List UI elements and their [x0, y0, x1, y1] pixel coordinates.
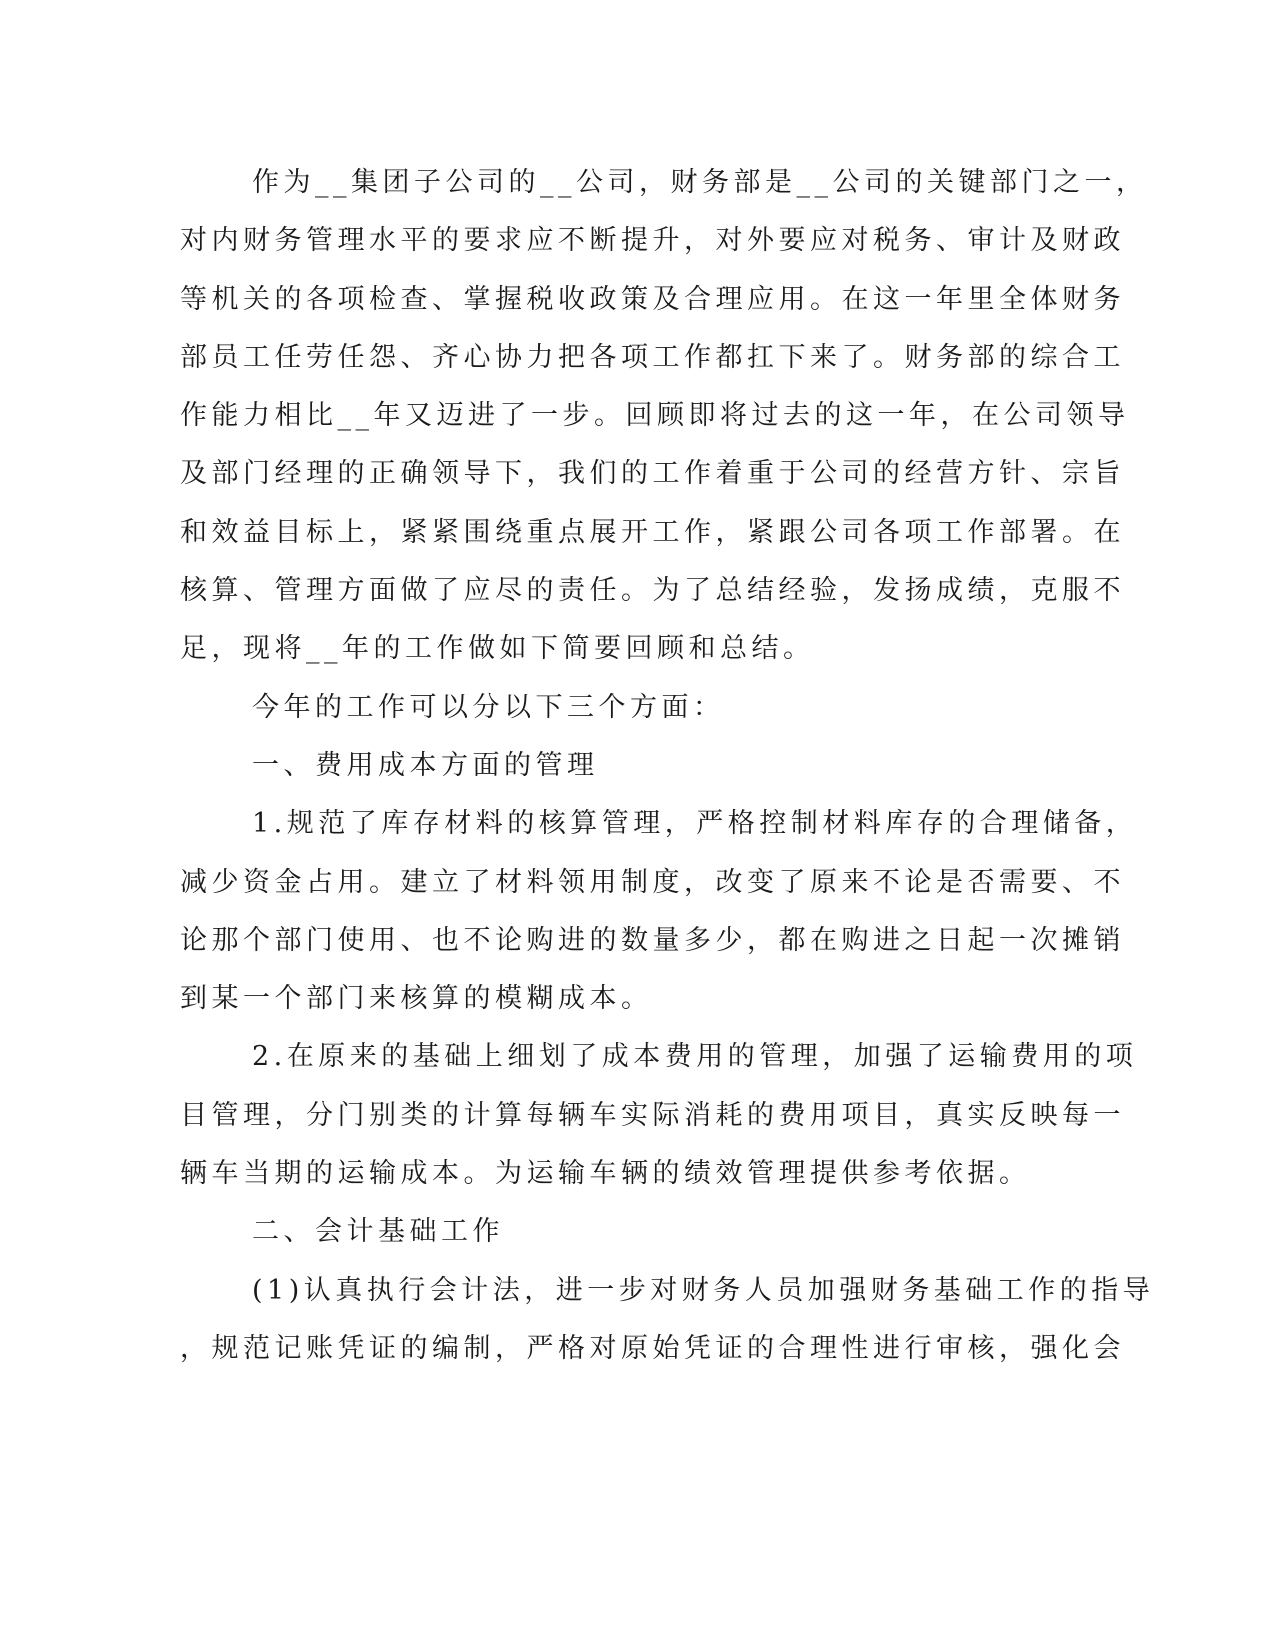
text-line: 及部门经理的正确领导下，我们的工作着重于公司的经营方针、宗旨 [180, 458, 1125, 490]
text-line: 和效益目标上，紧紧围绕重点展开工作，紧跟公司各项工作部署。在 [180, 516, 1125, 548]
text-line: 论那个部门使用、也不论购进的数量多少，都在购进之日起一次摊销 [180, 924, 1125, 956]
text-line: 1.规范了库存材料的核算管理，严格控制材料库存的合理储备， [252, 808, 1138, 840]
text-line: 对内财务管理水平的要求应不断提升，对外要应对税务、审计及财政 [180, 225, 1125, 257]
text-line: 2.在原来的基础上细划了成本费用的管理，加强了运输费用的项 [252, 1041, 1138, 1073]
section-heading-1: 一、费用成本方面的管理 [252, 749, 599, 781]
text-line: 到某一个部门来核算的模糊成本。 [180, 983, 653, 1015]
text-line: 辆车当期的运输成本。为运输车辆的绩效管理提供参考依据。 [180, 1158, 1031, 1190]
section-intro: 今年的工作可以分以下三个方面： [252, 691, 725, 723]
text-line: ，规范记账凭证的编制，严格对原始凭证的合理性进行审核，强化会 [180, 1332, 1125, 1364]
document-body [180, 154, 1155, 1378]
text-line: 减少资金占用。建立了材料领用制度，改变了原来不论是否需要、不 [180, 866, 1125, 898]
text-line: 目管理，分门别类的计算每辆车实际消耗的费用项目，真实反映每一 [180, 1099, 1125, 1131]
text-line: 作能力相比__年又迈进了一步。回顾即将过去的这一年，在公司领导 [180, 400, 1130, 432]
text-line: (1)认真执行会计法，进一步对财务人员加强财务基础工作的指导 [252, 1274, 1155, 1306]
text-line: 作为__集团子公司的__公司，财务部是__公司的关键部门之一， [252, 167, 1148, 198]
text-line: 部员工任劳任怨、齐心协力把各项工作都扛下来了。财务部的综合工 [180, 341, 1125, 373]
text-line: 核算、管理方面做了应尽的责任。为了总结经验，发扬成绩，克服不 [180, 575, 1125, 607]
text-line: 足，现将__年的工作做如下简要回顾和总结。 [180, 633, 815, 665]
section-heading-2: 二、会计基础工作 [252, 1216, 504, 1248]
text-line: 等机关的各项检查、掌握税收政策及合理应用。在这一年里全体财务 [180, 283, 1125, 315]
